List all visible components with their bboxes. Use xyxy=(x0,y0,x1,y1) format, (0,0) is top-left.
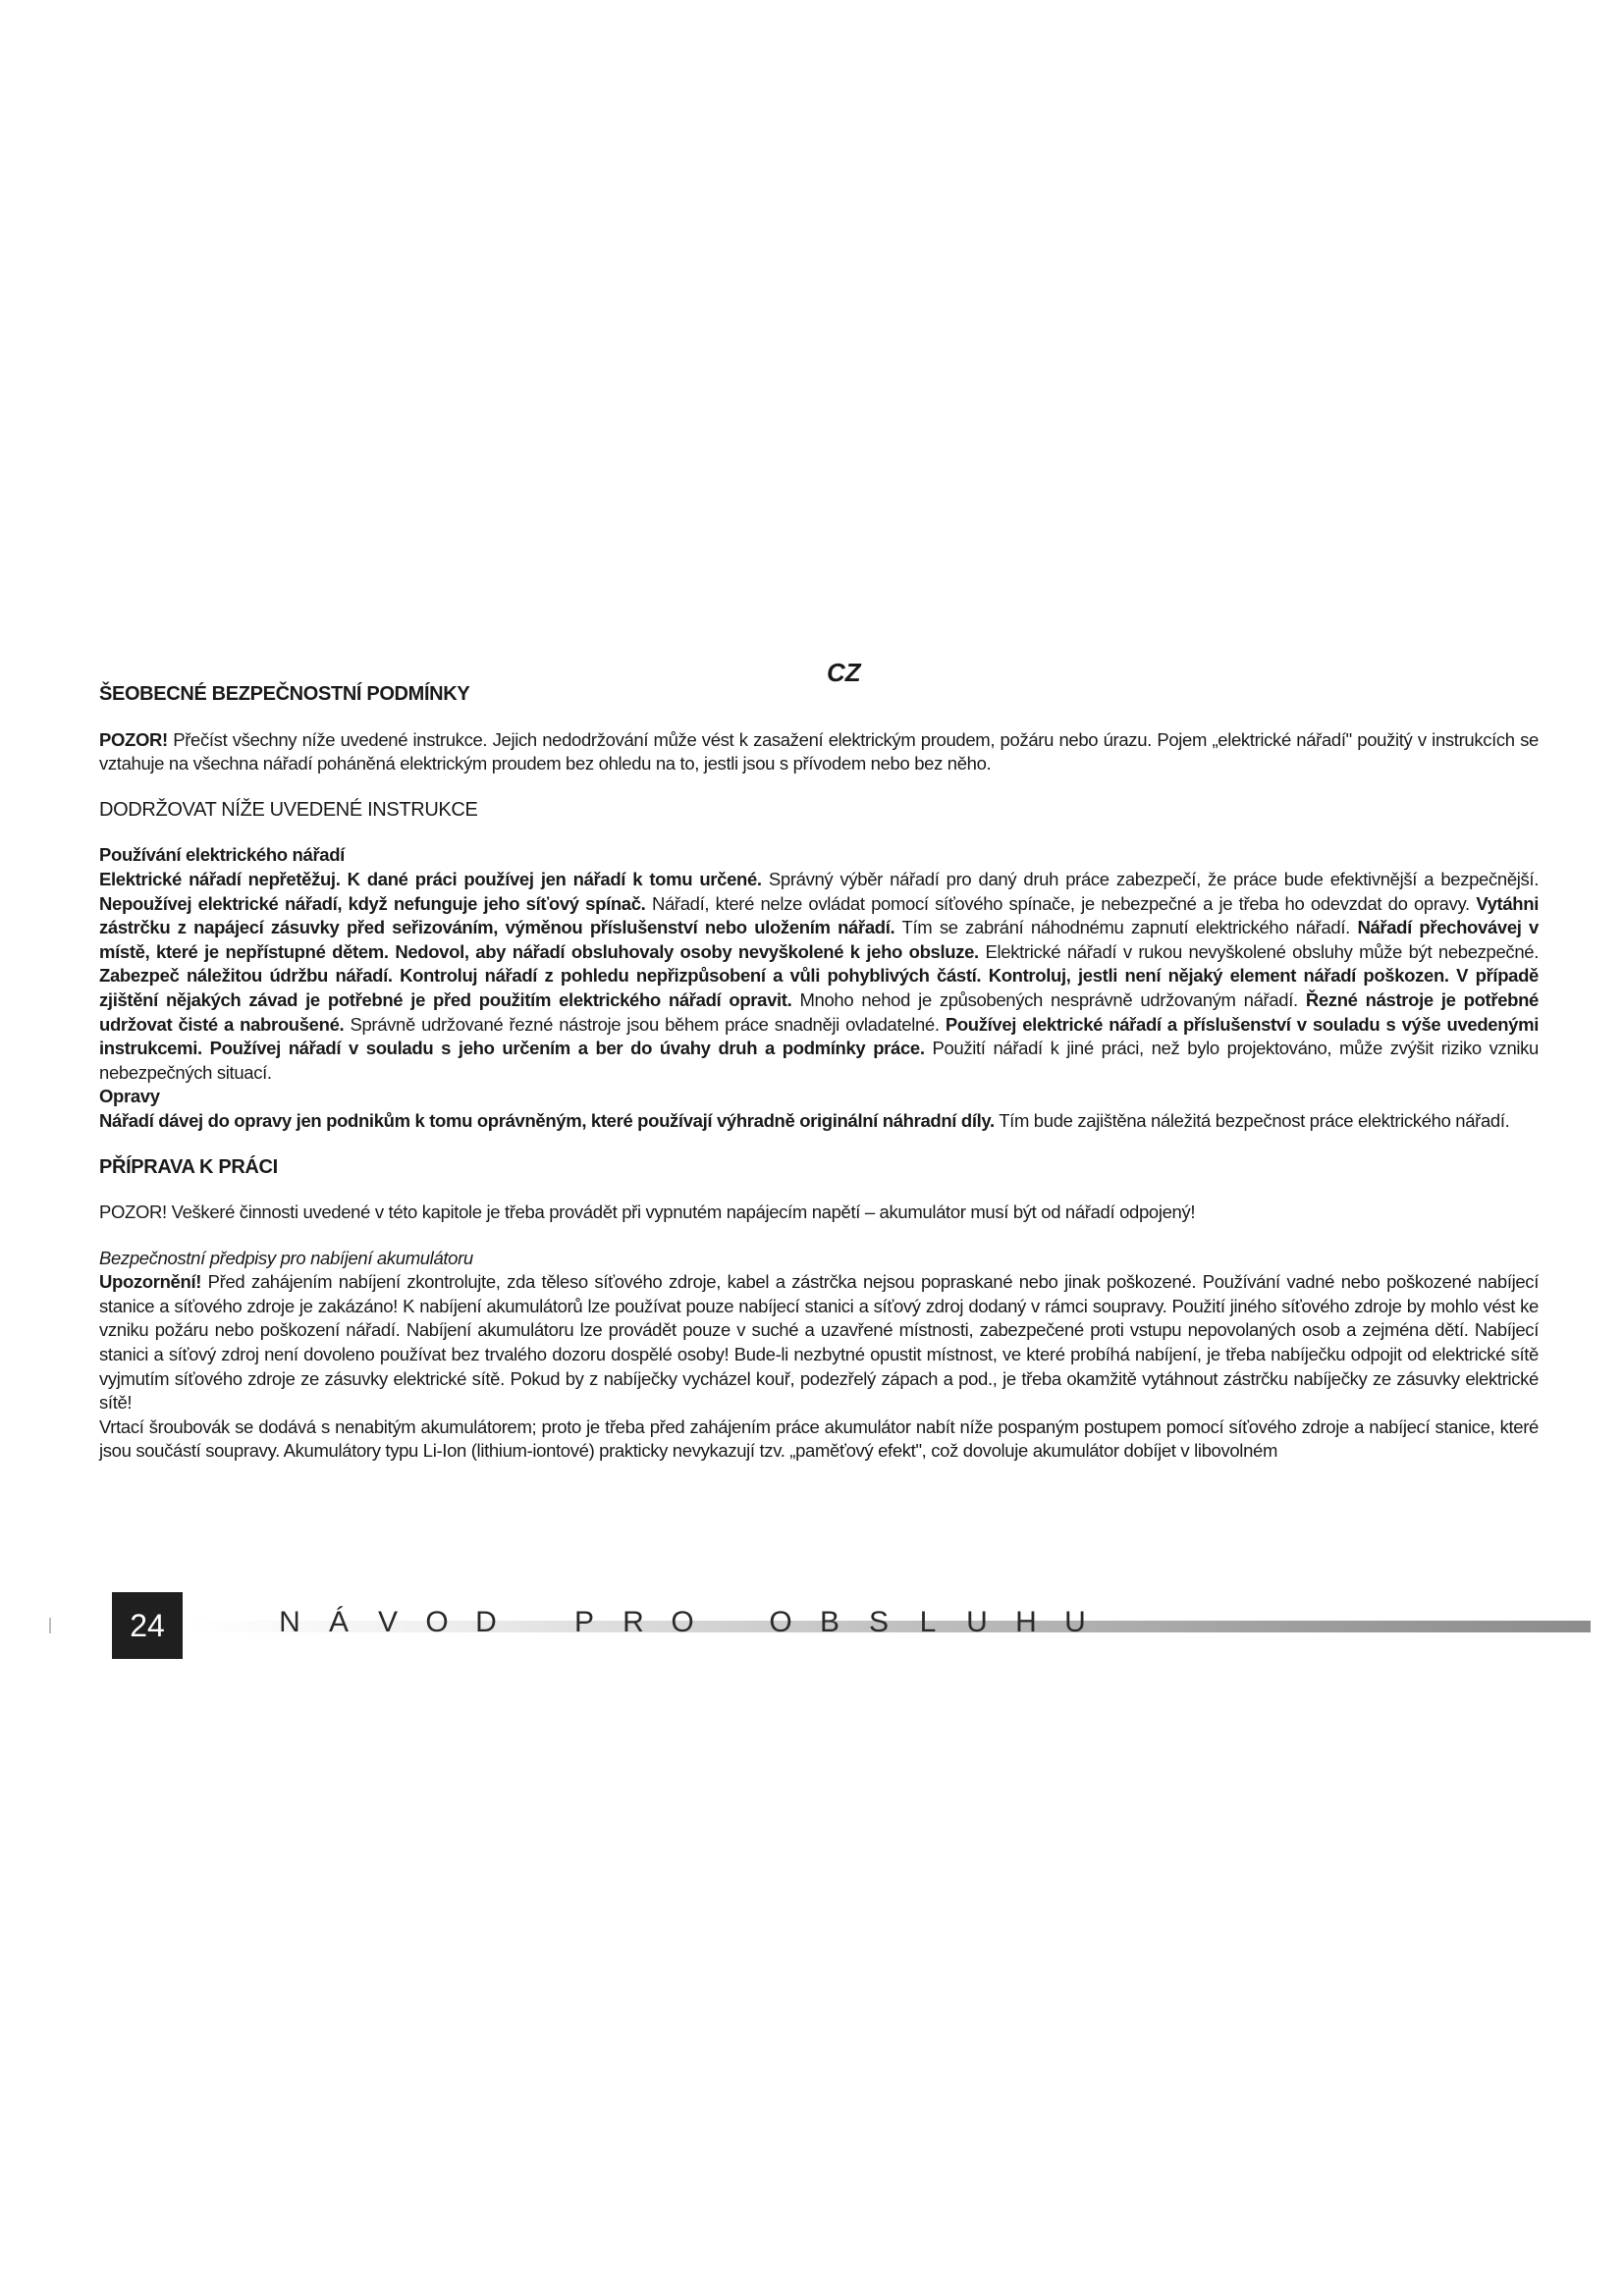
footer-letter: N xyxy=(279,1606,300,1638)
footer-letter: B xyxy=(819,1606,839,1638)
footer-letter: S xyxy=(868,1606,889,1638)
footer-letter: U xyxy=(1064,1606,1086,1638)
footer-letter: Á xyxy=(328,1606,349,1638)
usage-run: Správně udržované řezné nástroje jsou během práce snadněji ovladatelné. xyxy=(344,1013,946,1035)
intro-lead: POZOR! xyxy=(99,728,168,750)
usage-run: Mnoho nehod je způsobených nesprávně udržovaným nářadí. xyxy=(791,988,1306,1010)
usage-run: Řezné nástroje je potřebné udržovat čisté a nabroušené. xyxy=(99,988,1539,1035)
repairs-heading: Opravy xyxy=(99,1086,160,1107)
intro-paragraph xyxy=(99,728,1539,776)
footer-title xyxy=(265,1606,1100,1645)
section-title: ŠEOBECNÉ BEZPEČNOSTNÍ PODMÍNKY xyxy=(99,683,470,705)
footer-letter: L xyxy=(919,1606,937,1638)
footer-letter: R xyxy=(623,1606,644,1638)
footer-letter: H xyxy=(1015,1606,1037,1638)
footer-letter: V xyxy=(377,1606,398,1638)
footer-letter: O xyxy=(769,1606,792,1638)
page-number: 24 xyxy=(112,1592,183,1659)
language-label: CZ xyxy=(827,658,861,687)
usage-run: Elektrické nářadí v rukou nevyškolené obsluhy může být nebezpečné. xyxy=(978,940,1539,962)
charging-heading: Bezpečnostní předpisy pro nabíjení akumulátoru xyxy=(99,1247,473,1268)
usage-run: Správný výběr nářadí pro daný druh práce zabezpečí, že práce bude efektivnější a bezpečnější. xyxy=(761,868,1539,889)
footer-letter xyxy=(707,1606,756,1645)
footer-letter: O xyxy=(425,1606,449,1638)
usage-run: Nepoužívej elektrické nářadí, když nefunguje jeho síťový spínač. xyxy=(99,892,646,914)
usage-run: Zabezpeč náležitou údržbu nářadí. Kontroluj nářadí z pohledu nepřizpůsobení a vůli pohyblivých částí. Kontroluj, jestli není nějaký element nářadí poškozen. V případě zjištění nějakých závad je potřebné je před použitím elektrického nářadí opravit. xyxy=(99,965,1539,1010)
prep-warning: POZOR! Veškeré činnosti uvedené v této kapitole je třeba provádět při vypnutém napájecím napětí – akumulátor musí být od nářadí odpojený! xyxy=(99,1201,1196,1223)
footer-letter: U xyxy=(966,1606,988,1638)
footer-tick xyxy=(49,1618,51,1633)
usage-run: Tím se zabrání náhodnému zapnutí elektrického nářadí. xyxy=(894,917,1358,938)
usage-run: Nářadí, které nelze ovládat pomocí síťového spínače, je nebezpečné a je třeba ho odevzdat do opravy. xyxy=(645,892,1477,914)
usage-run: Vytáhni zástrčku z napájecí zásuvky před seřizováním, výměnou příslušenství nebo uložením nářadí. xyxy=(99,892,1539,938)
charging-paragraph xyxy=(99,1270,1539,1415)
usage-run: Používej elektrické nářadí a příslušenství v souladu s výše uvedenými instrukcemi. Používej nářadí v souladu s jeho určením a ber do úvahy druh a podmínky práce. xyxy=(99,1013,1540,1059)
usage-paragraph xyxy=(99,868,1539,1085)
usage-run: Použití nářadí k jiné práci, než bylo projektováno, může zvýšit riziko vzniku nebezpečných situací. xyxy=(99,1038,1539,1083)
manual-content xyxy=(99,682,1539,1464)
charging-text: Před zahájením nabíjení zkontrolujte, zda těleso síťového zdroje, kabel a zástrčka nejsou popraskané nebo jinak poškozené. Používání vadné nebo poškozené nabíjecí stanice a síťového zdroje je zakázáno! K nabíjení akumulátorů lze používat pouze nabíjecí stanici a síťový zdroj dodaný v rámci soupravy. Použití jiného síťového zdroje by mohlo vést ke vzniku požáru nebo poškození nářadí. Nabíjení akumulátoru lze provádět pouze v suché a uzavřené místnosti, zabezpečené proti vstupu nepovolaných osob a zejména dětí. Nabíjecí stanici a síťový zdroj není dovoleno používat bez trvalého dozoru dospělé osoby! Bude-li nezbytné opustit místnost, ve které probíhá nabíjení, je třeba nabíječku odpojit od elektrické sítě vyjmutím síťového zdroje ze zásuvky elektrické sítě. Pokud by z nabíječky vycházel kouř, podezřelý zápach a pod., je třeba okamžitě vytáhnout zástrčku nabíječky ze zásuvky elektrické sítě! xyxy=(99,1271,1539,1414)
usage-heading: Používání elektrického nářadí xyxy=(99,844,345,866)
intro-text: Přečíst všechny níže uvedené instrukce. Jejich nedodržování může vést k zasažení elektrickým proudem, požáru nebo úrazu. Pojem „elektrické nářadí" použitý v instrukcích se vztahuje na všechna nářadí poháněná elektrickým proudem bez ohledu na to, jestli jsou s přívodem nebo bez něho. xyxy=(99,728,1539,774)
charging-paragraph-2: Vrtací šroubovák se dodává s nenabitým akumulátorem; proto je třeba před zahájením práce akumulátor nabít níže pospaným postupem pomocí síťového zdroje a nabíjecí stanice, které jsou součástí soupravy. Akumulátory typu Li-Ion (lithium-iontové) prakticky nevykazují tzv. „paměťový efekt", což dovoluje akumulátor dobíjet v libovolném xyxy=(99,1415,1539,1462)
repairs-text: Tím bude zajištěna náležitá bezpečnost práce elektrického nářadí. xyxy=(994,1109,1510,1131)
usage-run: Nářadí přechovávej v místě, které je nepřístupné dětem. Nedovol, aby nářadí obsluhovaly osoby nevyškolené k jeho obsluze. xyxy=(99,917,1539,962)
footer-letter: P xyxy=(573,1606,594,1638)
usage-run: Elektrické nářadí nepřetěžuj. K dané práci používej jen nářadí k tomu určené. xyxy=(99,868,762,889)
repairs-bold: Nářadí dávej do opravy jen podnikům k tomu oprávněným, které používají výhradně originální náhradní díly. xyxy=(99,1109,995,1131)
footer-letter: O xyxy=(671,1606,694,1638)
prep-heading: PŘÍPRAVA K PRÁCI xyxy=(99,1155,278,1178)
footer-letter: D xyxy=(475,1606,497,1638)
charging-lead: Upozornění! xyxy=(99,1271,202,1293)
follow-instructions-heading: DODRŽOVAT NÍŽE UVEDENÉ INSTRUKCE xyxy=(99,798,478,821)
footer-letter xyxy=(511,1606,560,1645)
repairs-paragraph xyxy=(99,1109,1539,1134)
